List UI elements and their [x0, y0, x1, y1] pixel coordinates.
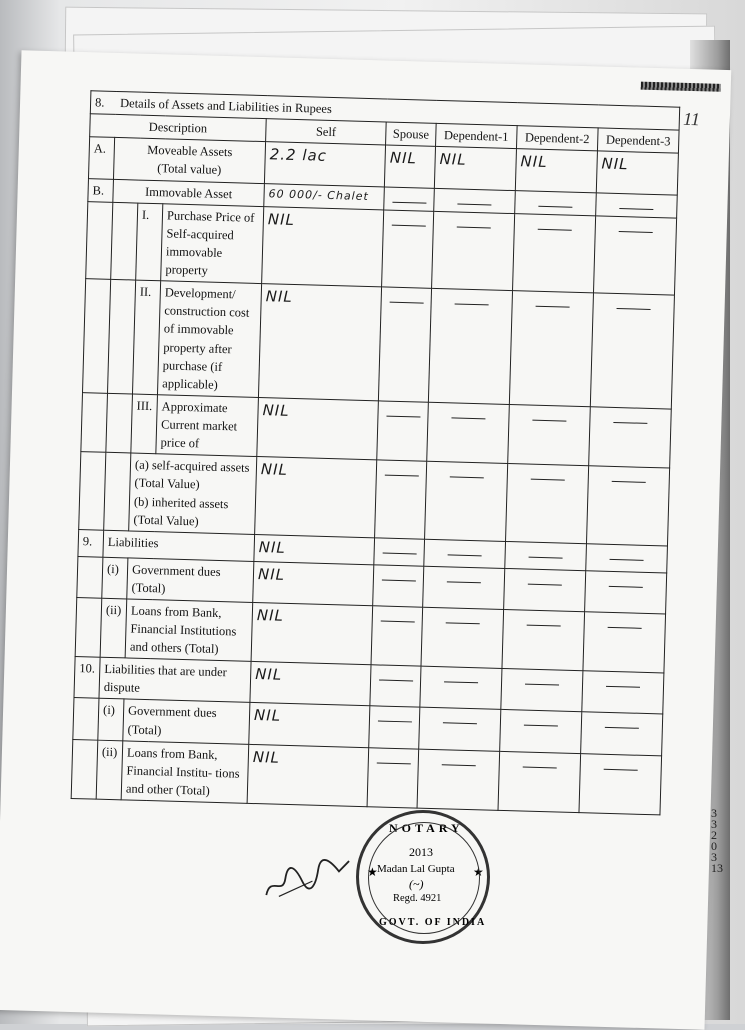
section-8-title: Details of Assets and Liabilities in Rupees [119, 96, 332, 116]
dash-entry [375, 460, 427, 539]
scan-toner-strip [641, 82, 721, 92]
dash-entry [585, 570, 667, 613]
notary-stamp [356, 810, 490, 944]
handwritten-entry: NIL [249, 703, 370, 748]
row-letter: B. [88, 178, 114, 202]
handwritten-entry: NIL [257, 397, 379, 460]
row-letter: A. [88, 137, 114, 179]
dash-entry [431, 211, 514, 291]
handwritten-entry: NIL [253, 561, 374, 606]
dash-entry [421, 607, 504, 669]
margin-number: 0 [711, 839, 717, 853]
row-roman: (ii) [100, 598, 127, 658]
dash-entry [582, 671, 664, 714]
stamp-notary-name: Madan Lal Gupta [377, 863, 455, 875]
handwritten-entry: 60 000/- Chalet [264, 183, 385, 209]
row-roman: II. [132, 280, 160, 394]
row-label: Government dues (Total) [127, 557, 254, 602]
section-8-number: 8. [94, 95, 105, 110]
dash-entry [370, 665, 421, 708]
row-label: Approximate Current market price of [156, 395, 259, 457]
margin-number: 2 [711, 828, 717, 842]
stamp-ring-top: NOTARY [389, 821, 464, 835]
dash-entry [367, 747, 418, 808]
stamp-ring-bottom: GOVT. OF INDIA [379, 917, 487, 928]
dash-entry [420, 666, 502, 709]
row-label-b: (b) inherited assets (Total Value) [133, 494, 229, 529]
col-dependent-3: Dependent-3 [597, 128, 679, 153]
dash-entry [373, 564, 424, 607]
dash-entry [384, 186, 434, 211]
dash-entry [498, 751, 581, 813]
dash-entry [424, 539, 506, 568]
dash-entry [596, 192, 678, 217]
row-description [113, 138, 265, 183]
col-description: Description [90, 114, 267, 142]
handwritten-entry: NIL [254, 534, 375, 564]
row-number: 9. [78, 529, 104, 556]
dash-entry [590, 293, 674, 409]
margin-number: 3 [711, 850, 717, 864]
dash-entry [586, 543, 668, 572]
dash-entry [583, 611, 666, 673]
row-description [129, 453, 257, 534]
margin-number: 3 [711, 806, 717, 820]
row-roman: (ii) [96, 740, 123, 800]
dash-entry [424, 461, 507, 541]
row-label: Purchase Price of Self-acquired immovable property [161, 203, 264, 283]
row-development-cost [83, 279, 675, 409]
dash-entry [505, 541, 587, 570]
dash-entry [505, 464, 588, 544]
dash-entry [581, 712, 663, 755]
star-icon: ★ [367, 865, 378, 879]
handwritten-entry: NIL [385, 145, 436, 188]
dash-entry [427, 402, 510, 464]
col-self: Self [266, 119, 387, 145]
dash-entry [512, 213, 595, 293]
col-spouse: Spouse [386, 122, 436, 147]
stamp-registration: Regd. 4921 [393, 893, 442, 904]
row-roman: (i) [98, 699, 124, 741]
dash-entry [419, 708, 501, 751]
handwritten-entry: NIL [515, 149, 597, 192]
assets-liabilities-table [71, 90, 681, 815]
row-label: Loans from Bank, Financial Institu- tions and other (Total) [121, 740, 249, 803]
dash-entry [502, 609, 585, 671]
page-number: 11 [682, 108, 701, 130]
dash-entry [593, 215, 676, 295]
col-dependent-2: Dependent-2 [516, 126, 598, 151]
handwritten-entry: 2.2 lac [264, 142, 385, 187]
dash-entry [589, 407, 672, 469]
dash-entry [382, 210, 434, 289]
dash-entry [586, 466, 669, 546]
star-icon: ★ [473, 865, 484, 879]
row-number: 10. [74, 657, 100, 699]
stamp-signature-mark: (~) [409, 877, 424, 891]
row-label: Loans from Bank, Financial Institutions and others (Total) [125, 599, 253, 662]
handwritten-entry: NIL [262, 206, 384, 287]
dash-entry [501, 669, 583, 712]
margin-number: 3 [711, 817, 717, 831]
row-label: Liabilities that are under dispute [99, 657, 251, 702]
row-label: Development/ construction cost of immovable property after purchase (if applicable) [157, 281, 261, 398]
row-label: Liabilities [103, 530, 255, 561]
dash-entry [515, 190, 597, 215]
handwritten-entry: NIL [258, 284, 381, 401]
handwritten-entry: NIL [247, 744, 369, 807]
row-label-a: (a) self-acquired assets (Total Value) [134, 457, 250, 492]
col-dependent-1: Dependent-1 [435, 124, 517, 149]
margin-number: 13 [711, 861, 723, 875]
dash-entry [369, 706, 420, 749]
dash-entry [428, 288, 512, 404]
dash-entry [504, 568, 586, 611]
handwritten-entry: NIL [434, 147, 516, 190]
dash-entry [509, 291, 593, 407]
row-sublabel: (Total value) [157, 161, 222, 178]
dash-entry [579, 753, 662, 815]
dash-entry [417, 749, 500, 811]
row-roman: I. [136, 203, 163, 281]
row-label: Immovable Asset [113, 179, 265, 206]
dash-entry [434, 188, 516, 213]
row-label: Government dues (Total) [123, 699, 250, 744]
dash-entry [379, 287, 432, 402]
stamp-year: 2013 [409, 845, 433, 859]
row-label: Moveable Assets [147, 143, 233, 160]
dash-entry [377, 401, 428, 462]
dash-entry [500, 710, 582, 753]
margin-numbers [711, 808, 723, 874]
row-roman: (i) [102, 557, 128, 599]
dash-entry [374, 538, 424, 566]
handwritten-entry: NIL [250, 662, 371, 707]
handwritten-entry: NIL [255, 457, 377, 538]
row-roman: III. [131, 394, 158, 454]
dash-entry [371, 606, 422, 667]
handwritten-entry: NIL [596, 151, 678, 194]
dash-entry [508, 404, 591, 466]
dash-entry [423, 566, 505, 609]
handwritten-entry: NIL [251, 602, 373, 665]
